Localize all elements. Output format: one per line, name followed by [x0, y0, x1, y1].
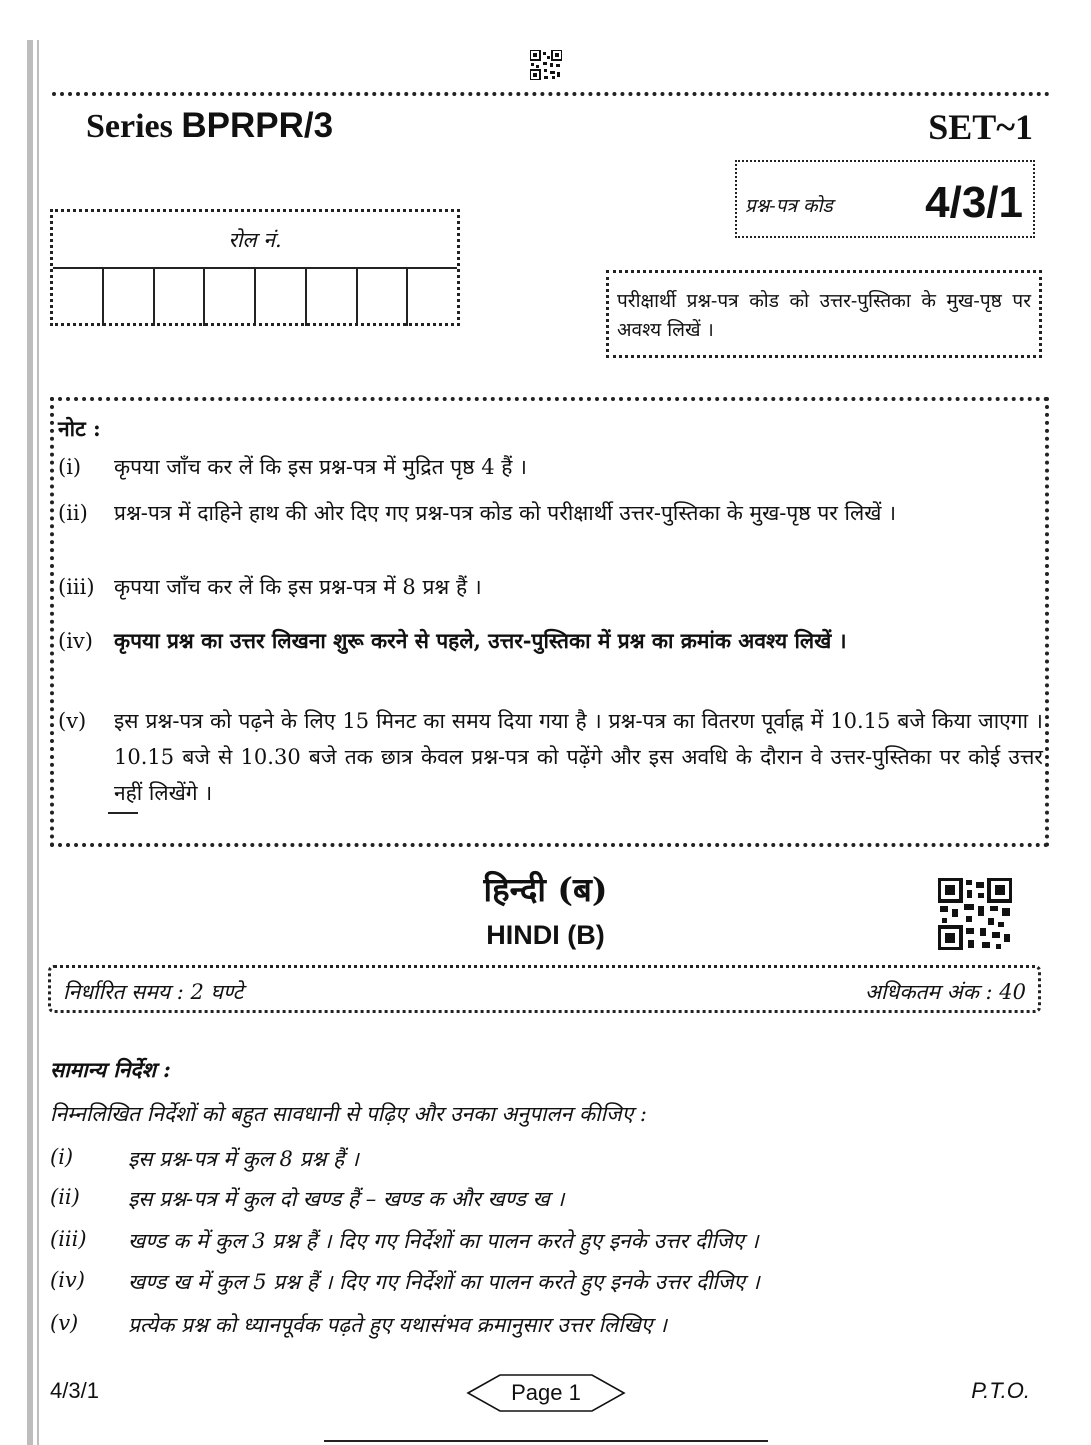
note-item: (iv) कृपया प्रश्न का उत्तर लिखना शुरू करने से पहले, उत्तर-पुस्तिका में प्रश्न का क्रमांक अवश्य लिखें । — [58, 628, 847, 653]
qr-code-icon — [530, 50, 562, 80]
series-label: Series — [86, 108, 173, 145]
code-instruction-box: परीक्षार्थी प्रश्न-पत्र कोड को उत्तर-पुस्तिका के मुख-पृष्ठ पर अवश्य लिखें । — [606, 270, 1042, 358]
series-code: BPRPR/3 — [181, 106, 334, 145]
maximum-marks: अधिकतम अंक : 40 — [864, 980, 1026, 1004]
top-dotted-rule — [52, 92, 1050, 96]
roll-number-cell[interactable] — [155, 269, 206, 326]
roll-number-cell[interactable] — [408, 269, 457, 326]
roll-number-cell[interactable] — [53, 269, 104, 326]
note-item: (i) कृपया जाँच कर लें कि इस प्रश्न-पत्र में मुद्रित पृष्ठ 4 हैं । — [58, 455, 528, 479]
series-heading — [86, 106, 333, 146]
roll-number-box — [50, 209, 460, 326]
note-item: (v) इस प्रश्न-पत्र को पढ़ने के लिए 15 मिनट का समय दिया गया है । प्रश्न-पत्र का वितरण पूर्वाह्न में 10.15 बजे किया जाएगा । 10.15 बजे से 10.30 बजे तक छात्र केवल प्रश्न-पत्र को पढ़ेंगे और इस अवधि के दौरान वे उत्तर-पुस्तिका पर कोई उत्तर नहीं लिखेंगे । — [58, 709, 1043, 805]
short-rule — [108, 812, 138, 814]
footer-rule — [324, 1440, 768, 1442]
note-box — [50, 397, 1049, 847]
left-margin-bar — [27, 40, 33, 1445]
general-instructions-heading: सामान्य निर्देश : — [50, 1057, 171, 1082]
note-item: (ii) प्रश्न-पत्र में दाहिने हाथ की ओर दिए गए प्रश्न-पत्र कोड को परीक्षार्थी उत्तर-पुस्तिका के मुख-पृष्ठ पर लिखें । — [58, 501, 897, 525]
time-marks-box — [48, 965, 1041, 1013]
paper-code-box — [735, 160, 1035, 238]
paper-code-label: प्रश्न-पत्र कोड — [745, 195, 833, 217]
roll-number-cell[interactable] — [307, 269, 358, 326]
page-number: Page 1 — [511, 1380, 581, 1405]
roll-number-cell[interactable] — [104, 269, 155, 326]
left-margin-bar-thin — [37, 40, 39, 1445]
roll-number-cell[interactable] — [256, 269, 307, 326]
footer-paper-code: 4/3/1 — [50, 1378, 99, 1403]
roll-number-cell[interactable] — [358, 269, 409, 326]
roll-number-cells — [53, 269, 457, 326]
general-instructions-intro: निम्नलिखित निर्देशों को बहुत सावधानी से पढ़िए और उनका अनुपालन कीजिए : — [50, 1102, 647, 1126]
time-allowed: निर्धारित समय : 2 घण्टे — [63, 980, 244, 1004]
please-turn-over: P.T.O. — [971, 1378, 1030, 1403]
qr-code-icon — [938, 878, 1012, 950]
note-heading: नोट : — [58, 416, 101, 441]
page-number-badge — [466, 1373, 626, 1413]
roll-number-cell[interactable] — [205, 269, 256, 326]
set-number: SET~1 — [928, 107, 1033, 147]
roll-number-label: रोल नं. — [53, 212, 457, 269]
paper-code-value: 4/3/1 — [925, 178, 1023, 227]
subject-title-hindi: हिन्दी (ब) — [483, 870, 608, 909]
note-item: (iii) कृपया जाँच कर लें कि इस प्रश्न-पत्र में 8 प्रश्न हैं । — [58, 575, 482, 599]
subject-title-english: HINDI (B) — [486, 920, 605, 950]
